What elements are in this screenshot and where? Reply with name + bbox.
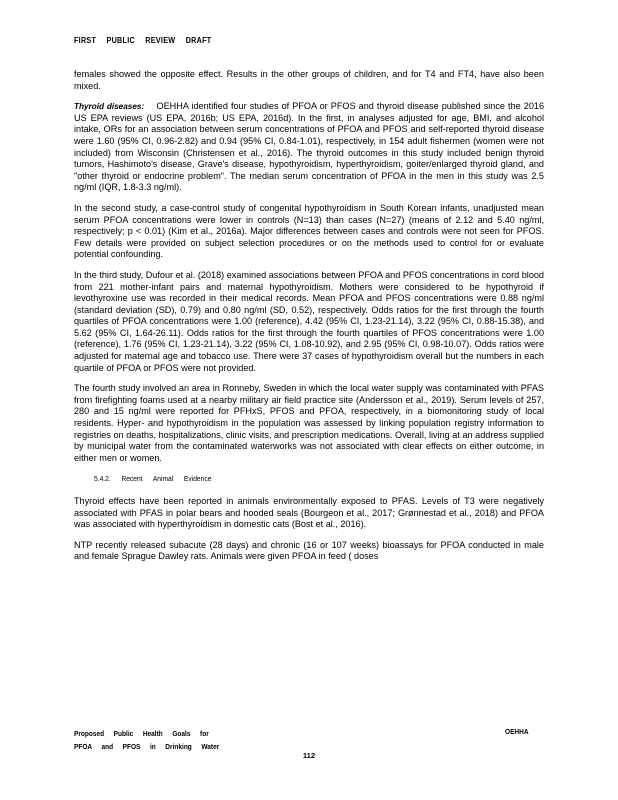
paragraph: In the third study, Dufour et al. (2018) examined associations between PFOA and PFOS concentrations in cord blood from 221 mother-infant pairs and maternal hypothyroidism. Mothers were considered to be hypothyroid if levothyroxine use was recorded in their medical records. Mean PFOA and PFOS concentrations were 0.88 ng/ml (standard deviation (SD), 0.79) and 0.80 ng/ml (SD, 0.52), respectively. Odds ratios for the first through the fourth quartiles of PFOA concentrations were 1.00 (reference), 4.42 (95% CI, 1.23-21.14), 3.22 (95% CI, 0.88-15.38), and 5.62 (95% CI, 1.64-26.11). Odds ratios for the first through the fourth quartiles of PFOS concentrations were 1.00 (reference), 1.76 (95% CI, 1.23-21.14), 3.22 (95% CI, 1.08-10.92), and 2.95 (95% CI, 0.98-10.07). Odds ratios were adjusted for maternal age and tobacco use. There were 37 cases of hypothyroidism overall but the numbers in each quartile of PFOA or PFOS were not provided.	[74, 269, 544, 373]
paragraph-text: OEHHA identified four studies of PFOA or PFOS and thyroid disease published since the 2016 US EPA reviews (US EPA, 2016b; US EPA, 2016d). In the first, in analyses adjusted for age, BMI, and alcohol intake, ORs for an association between serum concentrations of PFOA and PFOS and self-reported thyroid disease were 1.60 (95% CI, 0.96-2.82) and 0.94 (95% CI, 0.84-1.01), respectively, in 154 adult fishermen (women were not included) from Wisconsin (Christensen et al., 2016). The thyroid outcomes in this study included benign thyroid tumors, Hashimoto's disease, Grave's disease, hypothyroidism, hyperthyroidism, goiter/enlarged thyroid gland, and "other thyroid or endocrine problem". The median serum concentration of PFOA in the men in this study was 2.5 ng/ml (IQR, 1.8-3.3 ng/ml).	[74, 101, 545, 193]
paragraph-lead-heading: Thyroid diseases:	[74, 102, 145, 112]
paragraph: The fourth study involved an area in Ronneby, Sweden in which the local water supply was contaminated with PFAS from firefighting foams used at a nearby military air field practice site (Andersson et al., 2019). Serum levels of 257, 280 and 15 ng/ml were reported for PFHxS, PFOS and PFOA, respectively, in a biomonitoring study of local residents. Hyper- and hypothyroidism in the population was assessed by linking population registry information to registries on deaths, hospitalizations, clinic visits, and prescription medications. Overall, living at an address supplied by municipal water from the contaminated waterworks was not associated with clear effects on either outcome, in either men or women.	[74, 383, 544, 463]
footer-agency: OEHHA	[505, 727, 529, 736]
running-header: FIRST PUBLIC REVIEW DRAFT	[74, 36, 212, 45]
footer-title	[74, 727, 219, 753]
paragraph: Thyroid effects have been reported in animals environmentally exposed to PFAS. Levels of T3 were negatively associated with PFAS in polar bears and hooded seals (Bourgeon et al., 2017; Grønnestad et al., 2018) and PFOA was associated with hyperthyroidism in domestic cats (Bost et al., 2016).	[74, 496, 544, 530]
section-heading: 5.4.2. Recent Animal Evidence	[94, 474, 212, 484]
paragraph: In the second study, a case-control study of congenital hypothyroidism in South Korean infants, unadjusted mean serum PFOA concentrations were lower in controls (N=13) than cases (N=27) (means of 2.12 and 5.40 ng/ml, respectively; p < 0.01) (Kim et al., 2016a). Major differences between cases and controls were not seen for PFOS. Few details were provided on subject selection procedures or on the methods used to control for or evaluate potential confounding.	[74, 202, 544, 260]
footer-line: PFOA and PFOS in Drinking Water	[74, 742, 220, 751]
paragraph-thyroid-diseases	[74, 101, 544, 194]
paragraph: NTP recently released subacute (28 days) and chronic (16 or 107 weeks) bioassays for PFOA conducted in male and female Sprague Dawley rats. Animals were given PFOA in feed ( doses	[74, 539, 544, 562]
body-text	[74, 69, 544, 572]
footer-line: Proposed Public Health Goals for	[74, 729, 209, 738]
paragraph: females showed the opposite effect. Results in the other groups of children, and for T4 and FT4, have also been mixed.	[74, 69, 544, 91]
page-number: 112	[302, 751, 316, 760]
